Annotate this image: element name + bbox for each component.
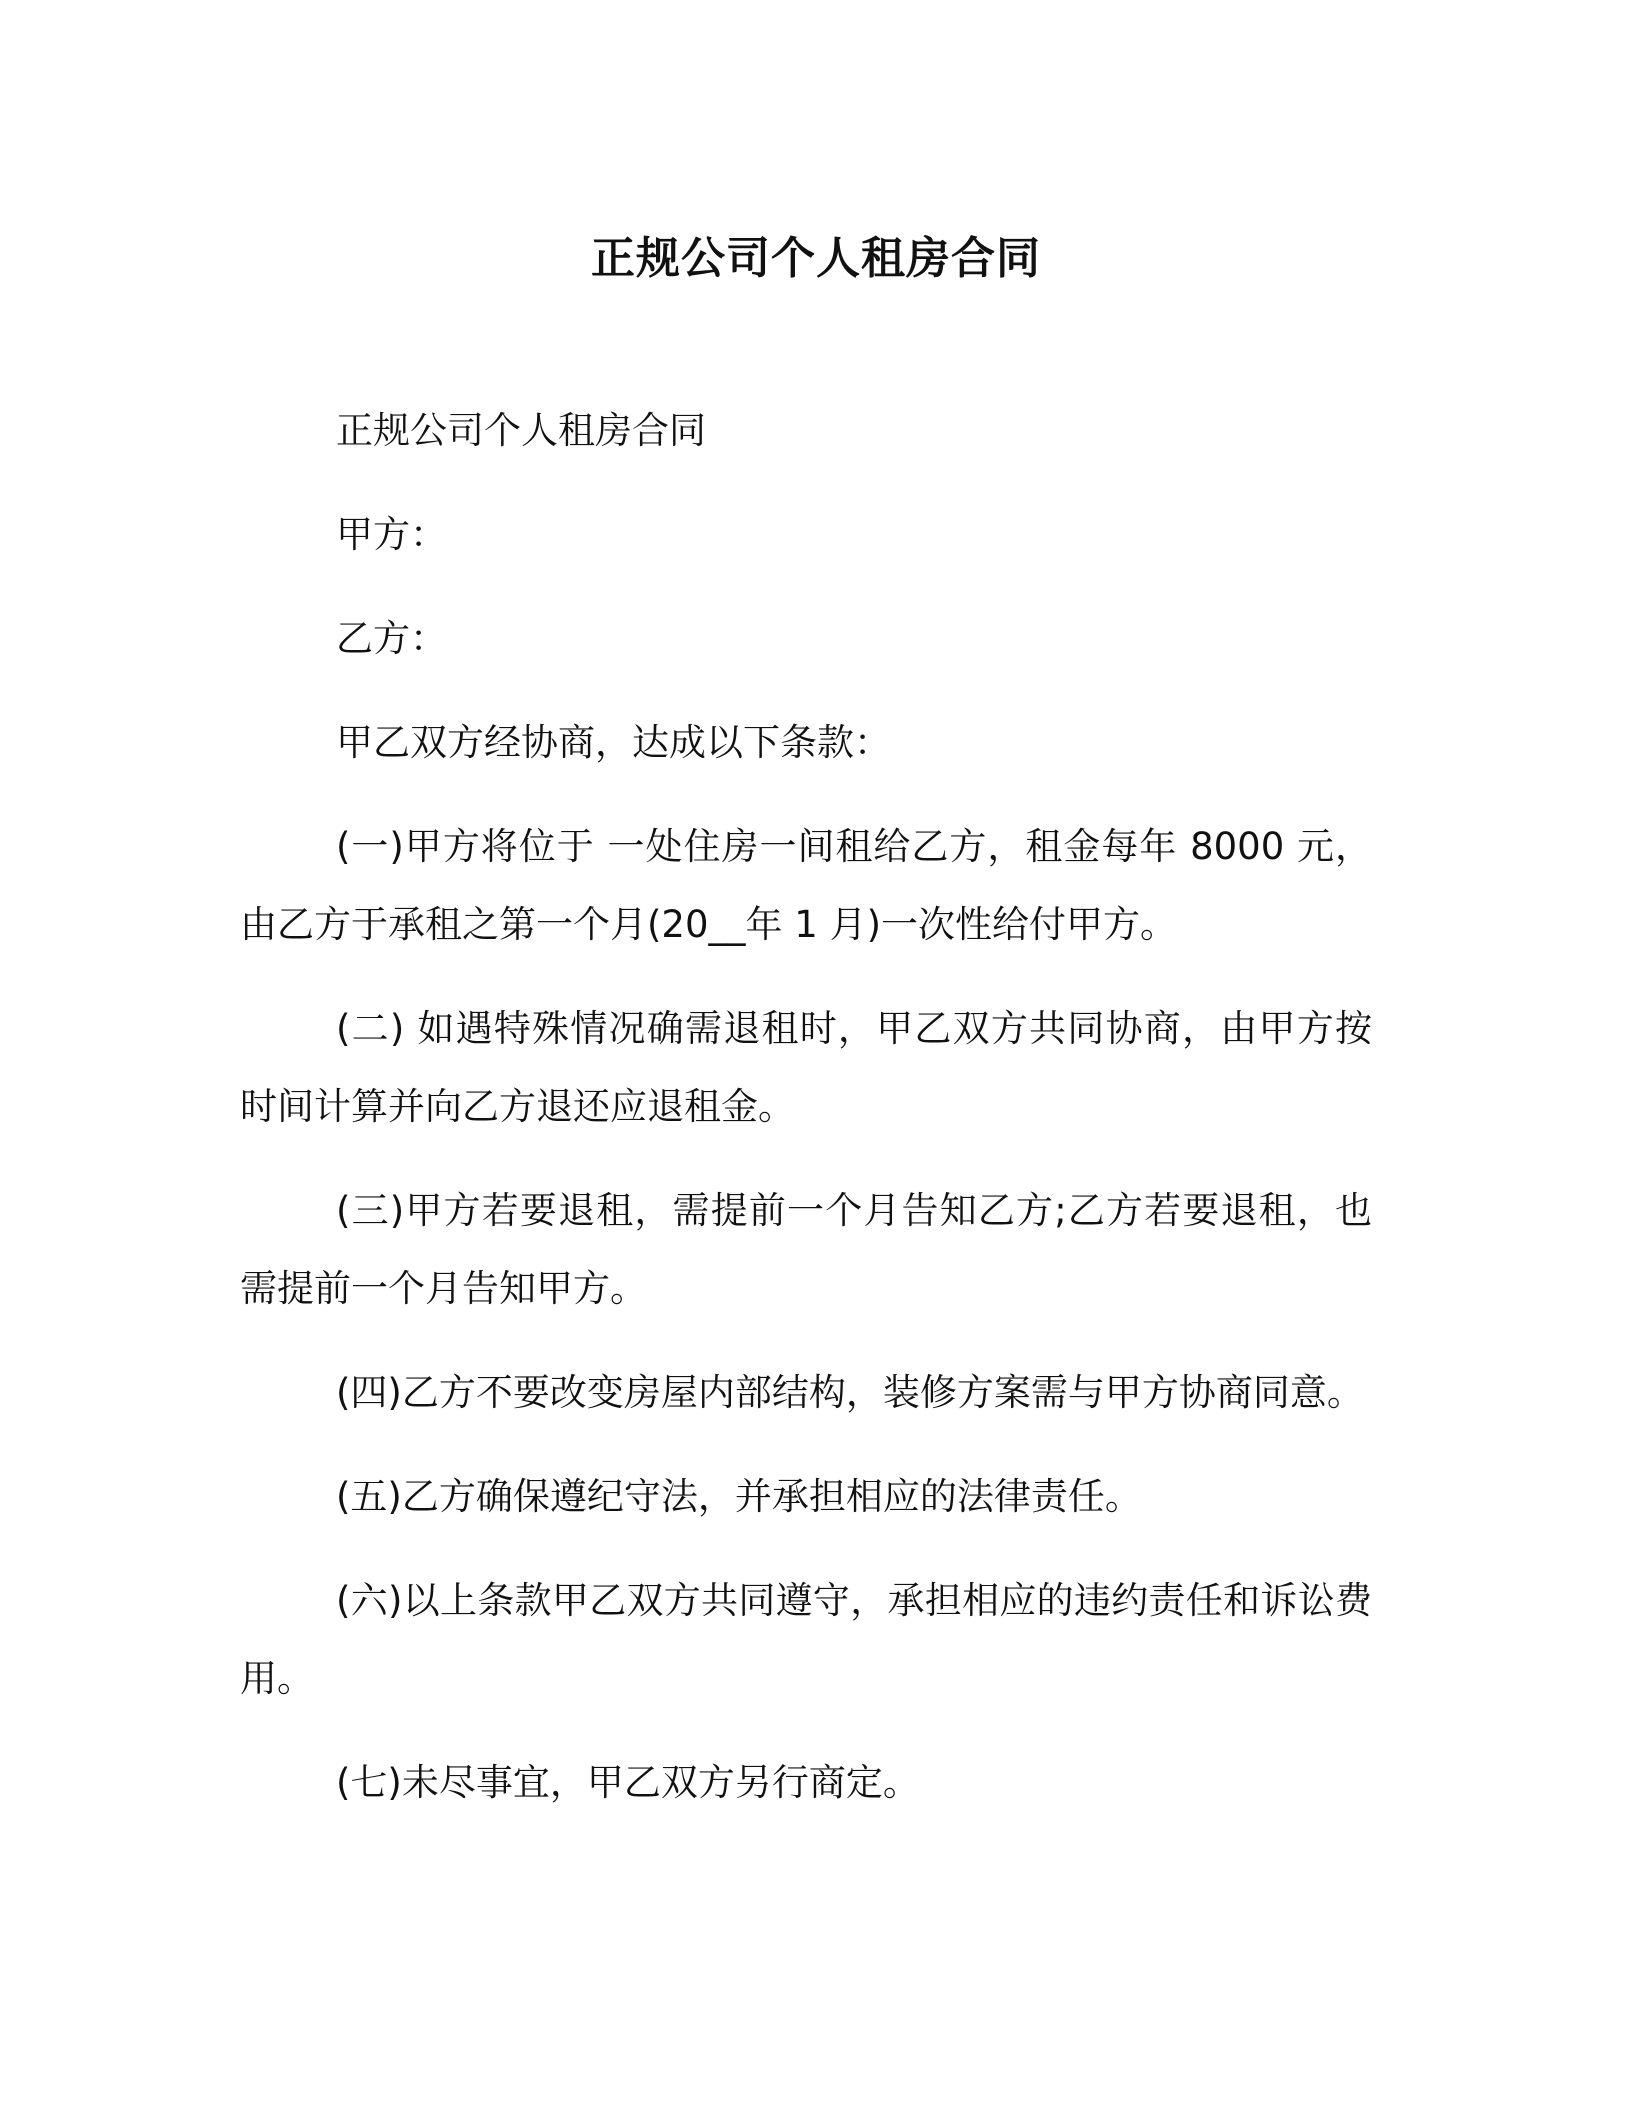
party-b-label: 乙方： <box>336 617 447 660</box>
clause-4: (四)乙方不要改变房屋内部结构，装修方案需与甲方协商同意。 <box>336 1371 1364 1414</box>
clause-1: (一)甲方将位于 一处住房一间租给乙方，租金每年 8000 元，由乙方于承租之第一个月(20__年 1 月)一次性给付甲方。 <box>240 825 1372 946</box>
contract-subtitle: 正规公司个人租房合同 <box>336 409 706 452</box>
clause-2: (二) 如遇特殊情况确需退租时，甲乙双方共同协商，由甲方按时间计算并向乙方退还应退租金。 <box>240 1007 1372 1128</box>
clause-3: (三)甲方若要退租，需提前一个月告知乙方;乙方若要退租，也需提前一个月告知甲方。 <box>240 1189 1372 1310</box>
clause-7: (七)未尽事宜，甲乙双方另行商定。 <box>336 1761 920 1804</box>
clause-6: (六)以上条款甲乙双方共同遵守，承担相应的违约责任和诉讼费用。 <box>240 1579 1372 1700</box>
document-title: 正规公司个人租房合同 <box>591 233 1041 284</box>
intro-paragraph: 甲乙双方经协商，达成以下条款： <box>336 721 891 764</box>
clause-5: (五)乙方确保遵纪守法，并承担相应的法律责任。 <box>336 1475 1142 1518</box>
party-a-label: 甲方： <box>336 513 447 556</box>
document-body <box>240 392 1372 1848</box>
